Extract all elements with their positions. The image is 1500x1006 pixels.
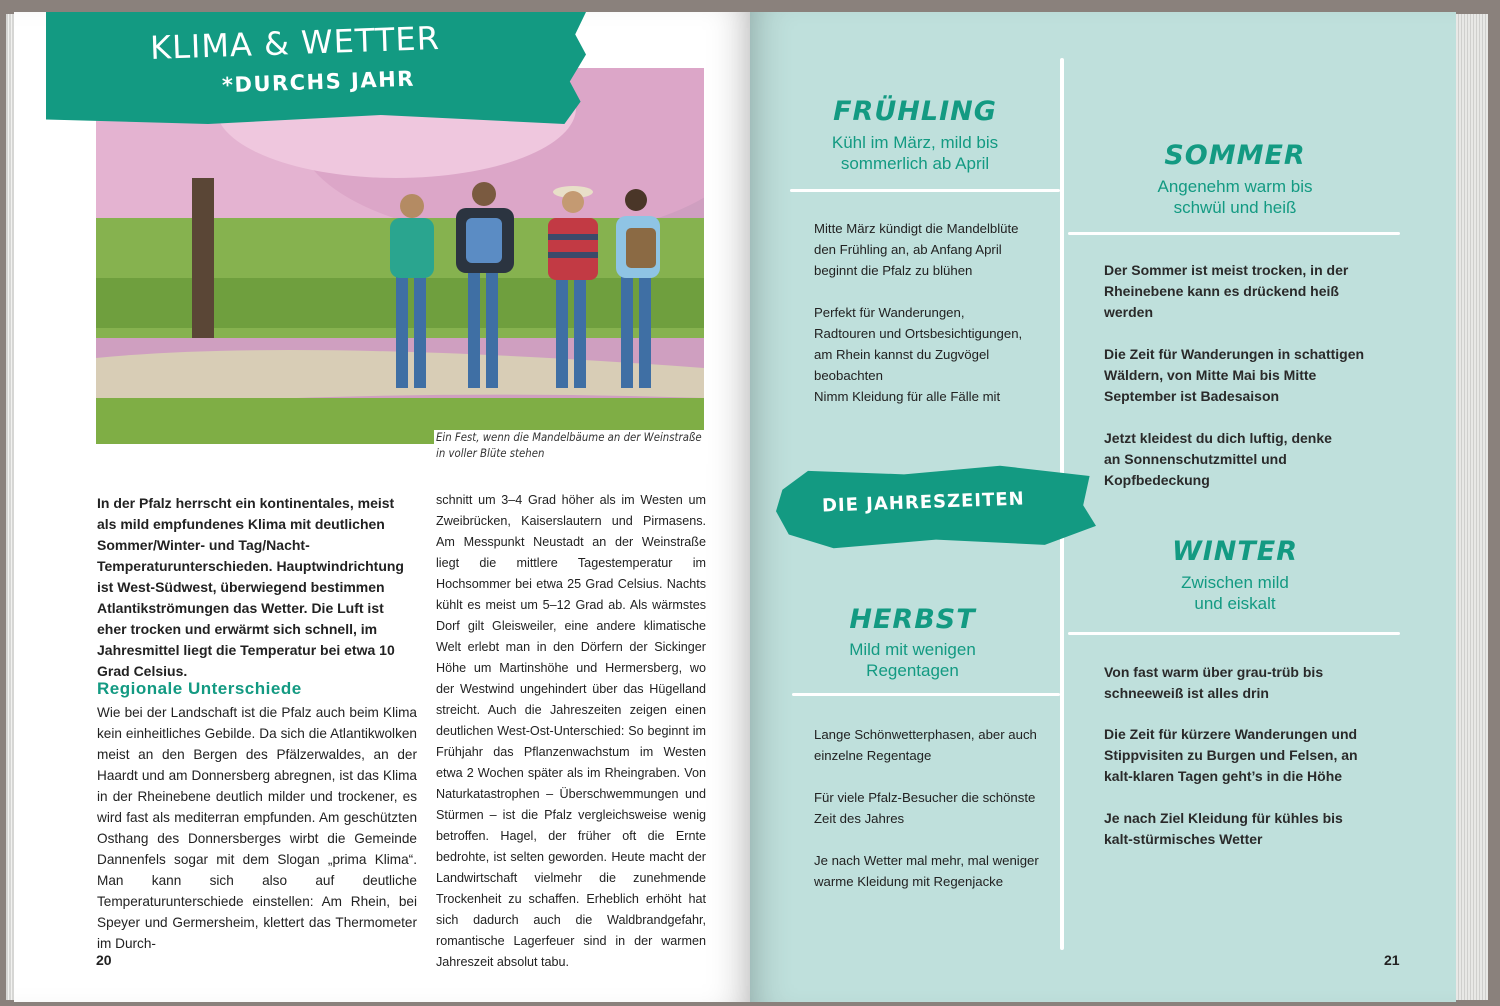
winter-subtitle-line-2: und eiskalt bbox=[1194, 594, 1276, 613]
summer-subtitle-line-2: schwül und heiß bbox=[1173, 198, 1297, 217]
winter-item-2: Die Zeit für kürzere Wanderungen und Stippvisiten zu Burgen und Felsen, an kalt-klaren Tagen geht’s in die Höhe bbox=[1104, 726, 1358, 784]
photo-illustration bbox=[96, 68, 704, 444]
lead-paragraph: In der Pfalz herrscht ein kontinentales, meist als mild empfundenes Klima mit deutlichen Sommer/Winter- und Tag/Nacht-Temperaturunterschieden. Hauptwindrichtung ist West-Südwest, überwiegend bestimmen Atlantikströmungen das Wetter. Die Luft ist eher trocken und erwärmt sich schnell, im Jahresmittel liegt die Temperatur bei etwa 10 Grad Celsius. bbox=[97, 495, 404, 679]
page-subtitle: *DURCHS JAHR bbox=[221, 66, 416, 98]
autumn-item-1: Lange Schönwetterphasen, aber auch einzelne Regentage bbox=[814, 727, 1037, 763]
divider-summer bbox=[1068, 232, 1400, 235]
spring-subtitle-line-1: Kühl im März, mild bis bbox=[831, 133, 999, 152]
winter-item-3: Je nach Ziel Kleidung für kühles bis kalt-stürmisches Wetter bbox=[1104, 810, 1343, 847]
summer-item-1: Der Sommer ist meist trocken, in der Rheinebene kann es drückend heiß werden bbox=[1104, 262, 1349, 320]
winter-subtitle-line-1: Zwischen mild bbox=[1181, 573, 1289, 592]
seasons-badge-label: DIE JAHRESZEITEN bbox=[821, 488, 1026, 517]
spring-title: FRÜHLING bbox=[833, 96, 997, 127]
autumn-subtitle-line-1: Mild mit wenigen bbox=[849, 640, 976, 659]
summer-title: SOMMER bbox=[1164, 140, 1306, 171]
page-number-left: 20 bbox=[96, 952, 112, 968]
page-edges-right bbox=[1456, 14, 1488, 1000]
divider-winter bbox=[1068, 632, 1400, 635]
summer-item-2: Die Zeit für Wanderungen in schattigen Wäldern, von Mitte Mai bis Mitte September ist Badesaison bbox=[1104, 346, 1365, 404]
summer-subtitle-line-1: Angenehm warm bis bbox=[1157, 177, 1313, 196]
body-column-2: schnitt um 3–4 Grad höher als im Westen um Zweibrücken, Kaiserslautern und Pirmasens. Am Messpunkt Neustadt an der Weinstraße liegt die mittlere Tagestemperatur im Hochsommer bei etwa 25 Grad Celsius. Nachts kühlt es meist um 5–12 Grad ab. Als wärmstes Dorf gilt Gleisweiler, eine andere klimatische Welt erlebt man in den Dörfern der Sickinger Höhe um Martinshöhe und Hermersberg, wo der Westwind ungehindert über das Hügelland streicht. Auch die Jahreszeiten zeigen einen deutlichen West-Ost-Unterschied: So beginnt im Frühjahr das Pflanzenwachstum im Westen etwa 2 Wochen später als im Rheingraben. Von Naturkatastrophen – Überschwemmungen und Stürmen – ist die Pfalz vergleichsweise wenig betroffen. Hagel, der früher oft die Ernte bedrohte, ist selten geworden. Heute macht der Landwirtschaft vielmehr die zunehmende Trockenheit zu schaffen. Erheblich erhöht hat sich dadurch auch die Waldbrandgefahr, romantische Lagerfeuer sind in der warmen Jahreszeit absolut tabu. bbox=[436, 493, 706, 969]
body-column-1: Wie bei der Landschaft ist die Pfalz auch beim Klima kein einheitliches Gebilde. Da sich die Atlantikwolken meist an den Bergen des Pfälzerwaldes, an der Haardt und am Donnersberg abregnen, ist das Klima in der Rheinebene deutlich milder und trockener, es wird fast als mediterran empfunden. Am geschützten Osthang des Donnersberges wirbt die Gemeinde Dannenfels sogar mit dem Slogan „prima Klima“. Man kann sich also auf deutliche Temperaturunterschiede einstellen: Am Rhein, bei Speyer und Germersheim, klettert das Thermometer im Durch- bbox=[97, 705, 417, 951]
spring-item-1: Mitte März kündigt die Mandelblüte den Frühling an, ab Anfang April beginnt die Pfalz zu blühen bbox=[814, 221, 1019, 278]
section-heading: Regionale Unterschiede bbox=[97, 679, 302, 698]
autumn-item-2: Für viele Pfalz-Besucher die schönste Zeit des Jahres bbox=[814, 790, 1036, 826]
summer-item-3: Jetzt kleidest du dich luftig, denke an Sonnenschutzmittel und Kopfbedeckung bbox=[1104, 430, 1332, 488]
page-title: KLIMA & WETTER bbox=[149, 18, 441, 68]
autumn-subtitle-line-2: Regentagen bbox=[866, 661, 959, 680]
autumn-item-3: Je nach Wetter mal mehr, mal weniger warme Kleidung mit Regenjacke bbox=[814, 853, 1039, 889]
spring-subtitle-line-2: sommerlich ab April bbox=[840, 154, 990, 173]
winter-item-1: Von fast warm über grau-trüb bis schneeweiß ist alles drin bbox=[1104, 664, 1324, 701]
divider-spring bbox=[790, 189, 1060, 192]
page-number-right: 21 bbox=[1384, 952, 1400, 968]
winter-title: WINTER bbox=[1171, 536, 1299, 567]
photo-caption: Ein Fest, wenn die Mandelbäume an der Weinstraße in voller Blüte stehen bbox=[434, 430, 708, 464]
hikers-photo bbox=[96, 68, 704, 444]
spring-item-2: Perfekt für Wanderungen, Radtouren und Ortsbesichtigungen, am Rhein kannst du Zugvögel beobachten bbox=[814, 305, 1023, 383]
spring-item-3: Nimm Kleidung für alle Fälle mit bbox=[814, 389, 1001, 404]
divider-autumn bbox=[792, 693, 1060, 696]
autumn-title: HERBST bbox=[849, 604, 976, 635]
